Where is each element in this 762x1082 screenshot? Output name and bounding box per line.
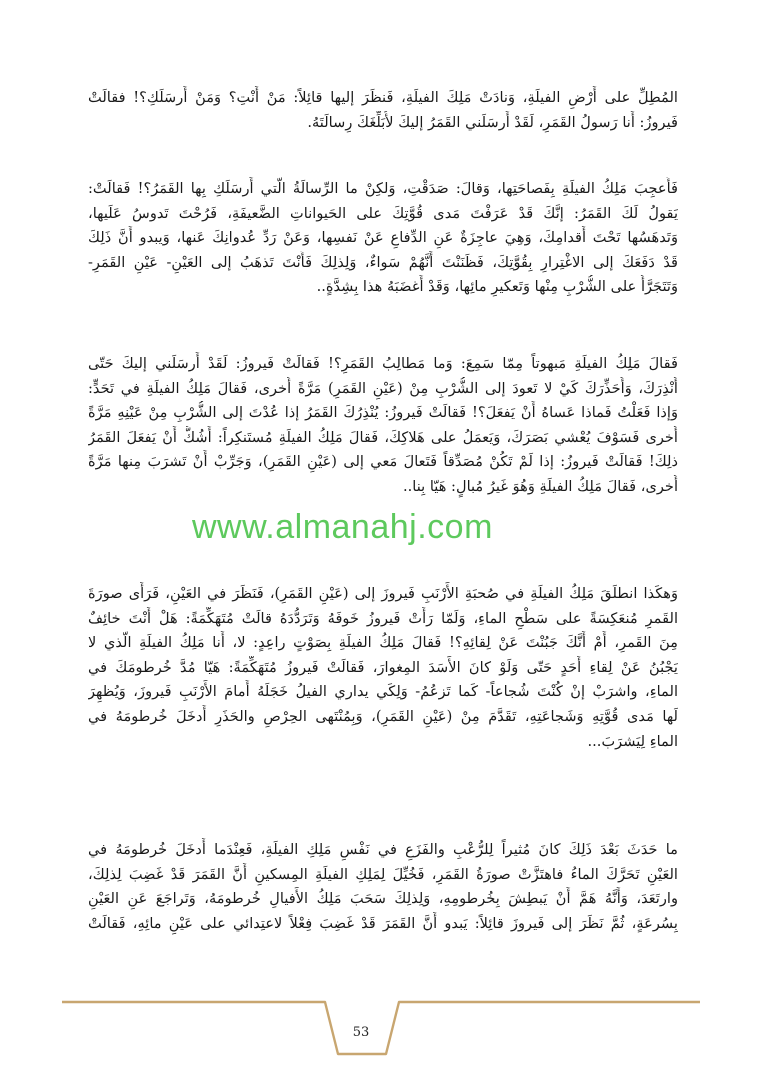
text-line: أُخرى، فَقالَ مَلِكُ الفيلَةِ وَهُوَ غَيرُ مُبالٍ: هَيّا بِنا.. (403, 477, 678, 495)
text-line: وَتَدهَسُها تَحْتَ أَقدامِكَ، وَهِيَ عاجِزَةٌ عَنِ الدِّفاعِ عَنْ نَفسِها، وَعَنْ رَدِّ عُدوانِكَ عَنها، وَيبدو أَنَّ ذَلِكَ (88, 229, 678, 247)
paragraph-4 (88, 582, 678, 754)
text-line: أُخرى فَسَوْفَ يُعْشي بَصَرَكَ، وَيَعمَلُ على هَلاكِكَ، فَقالَ مَلِكُ الفيلَةِ مُستَنكِراً: أَشُكُّ أَنْ يَفعَلَ القَمَرُ (88, 428, 678, 446)
text-line: ذلِكَ! فَقالَتْ فَيروزُ: إذا لَمْ تَكُنْ مُصَدِّقاً فَتَعالَ مَعي إلى (عَيْنِ القَمَرِ)، وَجَرِّبْ أَنْ تَشرَبَ مِنها مَرَّةً (88, 453, 678, 471)
text-line: وارتَعَدَ، وَأَنَّهُ هَمَّ أَنْ يَبطِشَ بِخُرطومِهِ، وَلِذلِكَ سَحَبَ مَلِكُ الأَفيالِ خُرطومَهُ، وَتَراجَعَ عَنِ العَيْنِ (88, 890, 678, 908)
text-line: فَيروزُ: أَنا رَسولُ القَمَرِ، لَقَدْ أَرسَلَني القَمَرُ إليكَ لأُبَلِّغَكَ رِسالَتَهُ. (307, 113, 678, 131)
paragraph-5 (88, 838, 678, 936)
text-line: مِنَ القَمرِ، أَمْ أَنَّكَ جَبُنْتَ عَنْ لِقائِهِ؟! فَقالَ مَلِكُ الفيلَةِ بِصَوْتٍ راعِدٍ: لا، أَنا مَلِكُ الفيلَةِ الّذي لا (88, 634, 678, 652)
text-line: العَيْنِ تَحَرَّكَ الماءُ فاهتَزَّتْ صورَةُ القَمَرِ، فَخُيِّلَ لِمَلِكِ الفيلَةِ المِسكينِ أَنَّ القَمَرَ قَدْ غَضِبَ لِذلِكَ، (88, 865, 678, 883)
paragraph-2 (88, 177, 678, 300)
text-line: لَها مَدى قُوَّتِهِ وَشَجاعَتِهِ، تَقَدَّمَ مِنْ (عَيْنِ القَمَرِ)، وَبِمُنْتَهى الحِرْصِ والحَذَرِ أَدخَلَ خُرطومَهُ في (88, 707, 678, 725)
text-line: أُنْذِرَكَ، وَأُحَذِّرَكَ كَيْ لا تَعودَ إلى الشُّرْبِ مِنْ (عَيْنِ القَمَرِ) مَرَّةً أُخرى، فَقالَ مَلِكُ الفيلَةِ في تَحَدٍّ: (88, 379, 678, 397)
page-number: 53 (352, 1025, 370, 1040)
text-line: قَدْ دَفَعَكَ إلى الاغْتِرارِ بِقُوَّتِكَ، فَظَنَنْتَ أَنَّهُمْ سَواءٌ، وَلِذلِكَ فَأَنْتَ تَذهَبُ إلى العَيْنِ- عَيْنِ القَمَرِ- (88, 253, 678, 271)
text-line: القَمرِ مُنعَكِسَةً على سَطْحِ الماءِ، وَلَمّا رَأَتْ فَيروزُ خَوفَهُ وَتَرَدُّدَهُ قالَتْ مُتَهَكِّمَةً: هَلْ أَنْتَ خائِفٌ (88, 609, 678, 627)
text-line: المُطِلِّ على أَرْضِ الفيلَةِ، وَنادَتْ مَلِكَ الفيلَةِ، فَنظَرَ إليها قائِلاً: مَنْ أَنْتِ؟ وَمَنْ أَرسَلَكِ؟! فقالَتْ (88, 89, 678, 106)
text-line: يَقولُ لَكَ القَمَرُ: إنَّكَ قَدْ عَرَفْتَ مَدى قُوَّتِكَ على الحَيواناتِ الضَّعيفَةِ، فَرُحْتَ تَدوسُ عَلَيها، (88, 204, 678, 222)
text-line: ما حَدَثَ بَعْدَ ذَلِكَ كانَ مُثيراً لِلرُّعْبِ والفَزَعِ في نَفْسِ مَلِكِ الفيلَةِ، فَعِنْدَما أَدخَلَ خُرطومَهُ في (88, 841, 678, 858)
text-line: الماءِ لِيَشرَبَ... (587, 732, 678, 750)
text-line: فَأُعجِبَ مَلِكُ الفيلَةِ بِفَصاحَتِها، وَقالَ: صَدَقْتِ، وَلكِنْ ما الرِّسالَةُ الّتي أَرسَلَكِ بِها القَمَرُ؟! فَقالَتْ: (88, 180, 678, 197)
website-watermark: www.almanahj.com (192, 508, 493, 546)
footer-rule (0, 992, 762, 1082)
text-line: الماءِ، واشرَبْ إنْ كُنْتَ شُجاعاً- كَما تَزعُمُ- وَلِكَي يداري الفيلُ خَجَلَهُ أَمامَ الأَرْنَبِ فَيروزَ، وَيُظهِرَ (88, 683, 678, 701)
paragraph-3 (88, 352, 678, 500)
text-line: بِسُرعَةٍ، ثُمَّ نَظَرَ إلى فَيروزَ قائِلاً: يَبدو أَنَّ القَمَرَ قَدْ غَضِبَ فِعْلاً لاعتِدائي على عَيْنِ مائِهِ، فَقالَتْ (88, 914, 678, 932)
text-line: وَهكَذا انطلَقَ مَلِكُ الفيلَةِ في صُحبَةِ الأَرْنَبِ فَيروزَ إلى (عَيْنِ القَمَرِ)، فَنَظَرَ في العَيْنِ، فَرَأَى صورَةَ (88, 585, 678, 602)
text-line: وَتَتَجَرَّأُ على الشُّرْبِ مِنْها وَتَعكيرِ مائِها، وَقَدْ أَغضَبَهُ هذا بِشِدَّةٍ.. (316, 278, 678, 296)
text-line: وَإذا فَعَلْتُ فَماذا عَساهُ أَنْ يَفعَلَ؟! فَقالَتْ فَيروزُ: يُنْذِرُكَ القَمَرُ إذا عُدْتَ إلى الشُّرْبِ مِنْ عَيْنِهِ مَرَّةً (88, 404, 678, 422)
paragraph-1 (88, 86, 678, 135)
text-line: فَقالَ مَلِكُ الفيلَةِ مَبهوتاً مِمّا سَمِعَ: وَما مَطالِبُ القَمَرِ؟! فَقالَتْ فَيروزُ: لَقَدْ أَرسَلَني إليكَ حَتّى (88, 355, 678, 372)
text-line: يَجْبُنُ عَنْ لِقاءِ أَحَدٍ حَتّى وَلَوْ كانَ الأَسَدَ المِغوارَ، فَقالَتْ فَيروزُ مُتَهَكِّمَةً: هَيّا مُدَّ خُرطومَكَ في (88, 658, 678, 676)
